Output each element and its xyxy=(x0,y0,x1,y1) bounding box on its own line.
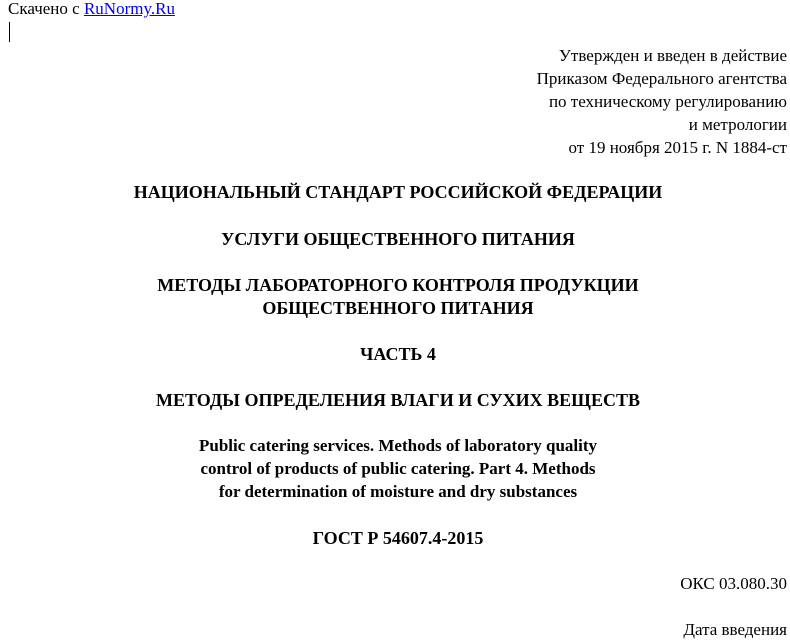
services-title: УСЛУГИ ОБЩЕСТВЕННОГО ПИТАНИЯ xyxy=(221,229,575,249)
approval-line: Приказом Федерального агентства xyxy=(536,69,787,88)
introduction-date-label: Дата введения xyxy=(683,620,787,639)
methods-title-line2: ОБЩЕСТВЕННОГО ПИТАНИЯ xyxy=(262,298,534,318)
approval-block xyxy=(537,44,787,159)
runormy-link[interactable]: RuNormy.Ru xyxy=(83,0,175,18)
methods-title-line1: МЕТОДЫ ЛАБОРАТОРНОГО КОНТРОЛЯ ПРОДУКЦИИ xyxy=(157,275,639,295)
english-title-line1: Public catering services. Methods of laboratory quality xyxy=(198,436,598,455)
determination-title: МЕТОДЫ ОПРЕДЕЛЕНИЯ ВЛАГИ И СУХИХ ВЕЩЕСТВ xyxy=(156,390,640,410)
gost-number: ГОСТ Р 54607.4-2015 xyxy=(312,528,484,548)
oks-code: ОКС 03.080.30 xyxy=(680,574,787,593)
approval-line: Утвержден и введен в действие xyxy=(558,46,787,65)
part-title: ЧАСТЬ 4 xyxy=(360,344,436,364)
english-title-line2: control of products of public catering. Part 4. Methods xyxy=(200,459,596,478)
approval-line: от 19 ноября 2015 г. N 1884-ст xyxy=(568,138,787,157)
national-standard-title: НАЦИОНАЛЬНЫЙ СТАНДАРТ РОССИЙСКОЙ ФЕДЕРАЦИИ xyxy=(133,182,663,202)
download-source-line xyxy=(8,0,175,19)
downloaded-prefix: Скачено с xyxy=(8,0,84,18)
approval-line: по техническому регулированию xyxy=(548,92,787,111)
english-title-line3: for determination of moisture and dry substances xyxy=(218,482,578,501)
approval-line: и метрологии xyxy=(688,115,787,134)
text-cursor xyxy=(9,22,10,42)
